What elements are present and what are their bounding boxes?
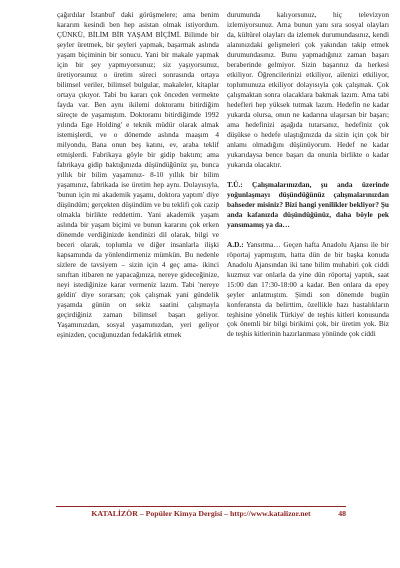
- question-label: T.Ü.:: [227, 179, 243, 189]
- left-paragraph: çağırdılar İstanbul' daki görüşmelere; ama benim kararım kesindi ben hep asistan olmak istiyordum. ÇÜNKÜ, BİLİM BİR YAŞAM BİÇİMİ. Bilimde bir şeyler üretmek, bir şeyleri yapmak, başarmak aslında yaşam biçiminin bir sonucu. Yani bir makale yapmak için bir şey yapmıyorsunuz; siz yaşıyorsunuz, üretiyorsunuz o üretim süreci sonrasında ortaya bilimsel veriler, bilimsel bulgular, makaleler, kitaplar ortaya çıkıyor. Tabi bu kararı çok önceden vermekte fayda var. Ben aynı ikilemi doktoramı bitirdiğim süreçte de yaşamıştım. Doktoramı bitirdiğimde 1992 yılında Ege Holding' e teknik müdür olarak almak istemişlerdi, ve o dönemde aslında maaşım 4 milyondu, Bana onun beş katını, ev, araba teklif etmişlerdi. Fabrikaya göyle bir gidip baktım; ama fabrikaya gidip baktığınızda düşündüğünüz şu, bunca yıllık bir bilim yaşamınız- 8-10 yıllık bir bilim yaşamınız, fabrikada ise üretim hep aynı. Dolayısıyla, 'bunun için mi akademik yaşamı, doktora yaptım' diye düşündüm; gerçekten düşündüm ve bu teklifi çok cazip olmakla birlikte reddettim. Yani akademik yaşam aslında bir yaşam biçimi ve bunun kararını çok erken dönemde verdiğinizde kendinizi dil olarak, bilgi ve beceri olarak, toplumla ve diğer insanlarla ilişki kapsamında da yönlendirmeniz mümkün. Bu nedenle sizlere de tavsiyem – sizin için 4 geç ama- ikinci sınıftan itibaren ne yapacağınıza, nereye gideceğinize, neyi istediğinize karar vermeniz lazım. Tabi 'nereye geldin' diye sorarsan; çok çalışmak yani gündelik yaşamda günün on sekiz saatini çalışmayla geçirdiğiniz zaman bilimsel başarı geliyor. Yaşamınızdan, sosyal yaşamınızdan, yeri geliyor eşinizden, çocuğunuzdan fedakârlık etmek: [57, 10, 219, 339]
- left-column: [57, 10, 219, 339]
- answer-label: A.D.:: [227, 239, 244, 249]
- paragraph-gap: [227, 170, 389, 180]
- question-text: Çalışmalarınızdan, şu anda üzerinde yoğunlaşmayı düşündüğünüz çalışmalarınızdan bahseder misiniz? Bizi hangi yenilikler bekliyor? Şu anda kafanızda düşündüğünüz, daha böyle pek yansımamış ya da…: [227, 179, 389, 229]
- footer-text: KATALİZÖR – Popüler Kimya Dergisi – http://www.katalizor.net: [91, 509, 311, 518]
- page-number: 48: [338, 509, 346, 518]
- footer-rule: [56, 506, 346, 507]
- answer-text: Yansıtma… Geçen hafta Anadolu Ajansı ile bir röportaj yapmıştım, hatta dün de bir başka konuda Anadolu Ajansından iki tane bilim muhabiri çok ciddi kuzmuz var onlarla da yine dün röportaj yaptık, saat 15:00 dan 17:30-18:00 a kadar. Ben onlara da epey şeyler anlatmıştım. Şimdi son dönemde bugün konferansta da belirttim, özellikle bazı hastalıkların teşhisine yönelik Türkiye' de teşhis kitleri konusunda çok önemli bir bilgi birikimi çok, bir üretim yok. Biz de teşhis kitlerinin hazırlanması yönünde çok ciddi: [227, 239, 389, 339]
- paragraph-gap: [227, 230, 389, 240]
- interview-answer: [227, 240, 389, 340]
- page-footer: [56, 506, 346, 520]
- interview-question: [227, 180, 389, 230]
- right-paragraph: durumunda kalıyorsunuz, hiç televizyon izlemiyorsunuz. Ama bunun yanı sıra sosyal olayları da, kültürel olayları da izlemek durumundasınız, kendi alanınızdaki gelişmeleri çok yakından takip etmek durumundasınız. Bunu yapmadığınız zaman başarı beraberinde gelmiyor. Sizin başarınız da herkesi etkiliyor. Öğrencilerinizi etkiliyor, ailenizi etkiliyor, toplumunuza etkiliyor dolayısıyla çok çalışmak. Çok çalışmaktan sonra olacaklara bakmak lazım. Ama tabi hedefleri hep yüksek tutmak lazım. Hedefin ne kadar yukarda olursa, onun ne kadarına ulaşırsan bir başarı; ama hedefinizi aşağıda tutarsanız, hedefiniz çok düşükse o hedefe ulaştığınızda da sizin için çok bir anlamı olmadığını düşünüyorum. Hedef ne kadar yukarıdaysa bence başarı da onunla birlikte o kadar yukarıda olacaktır.: [227, 10, 389, 169]
- right-column: [227, 10, 389, 339]
